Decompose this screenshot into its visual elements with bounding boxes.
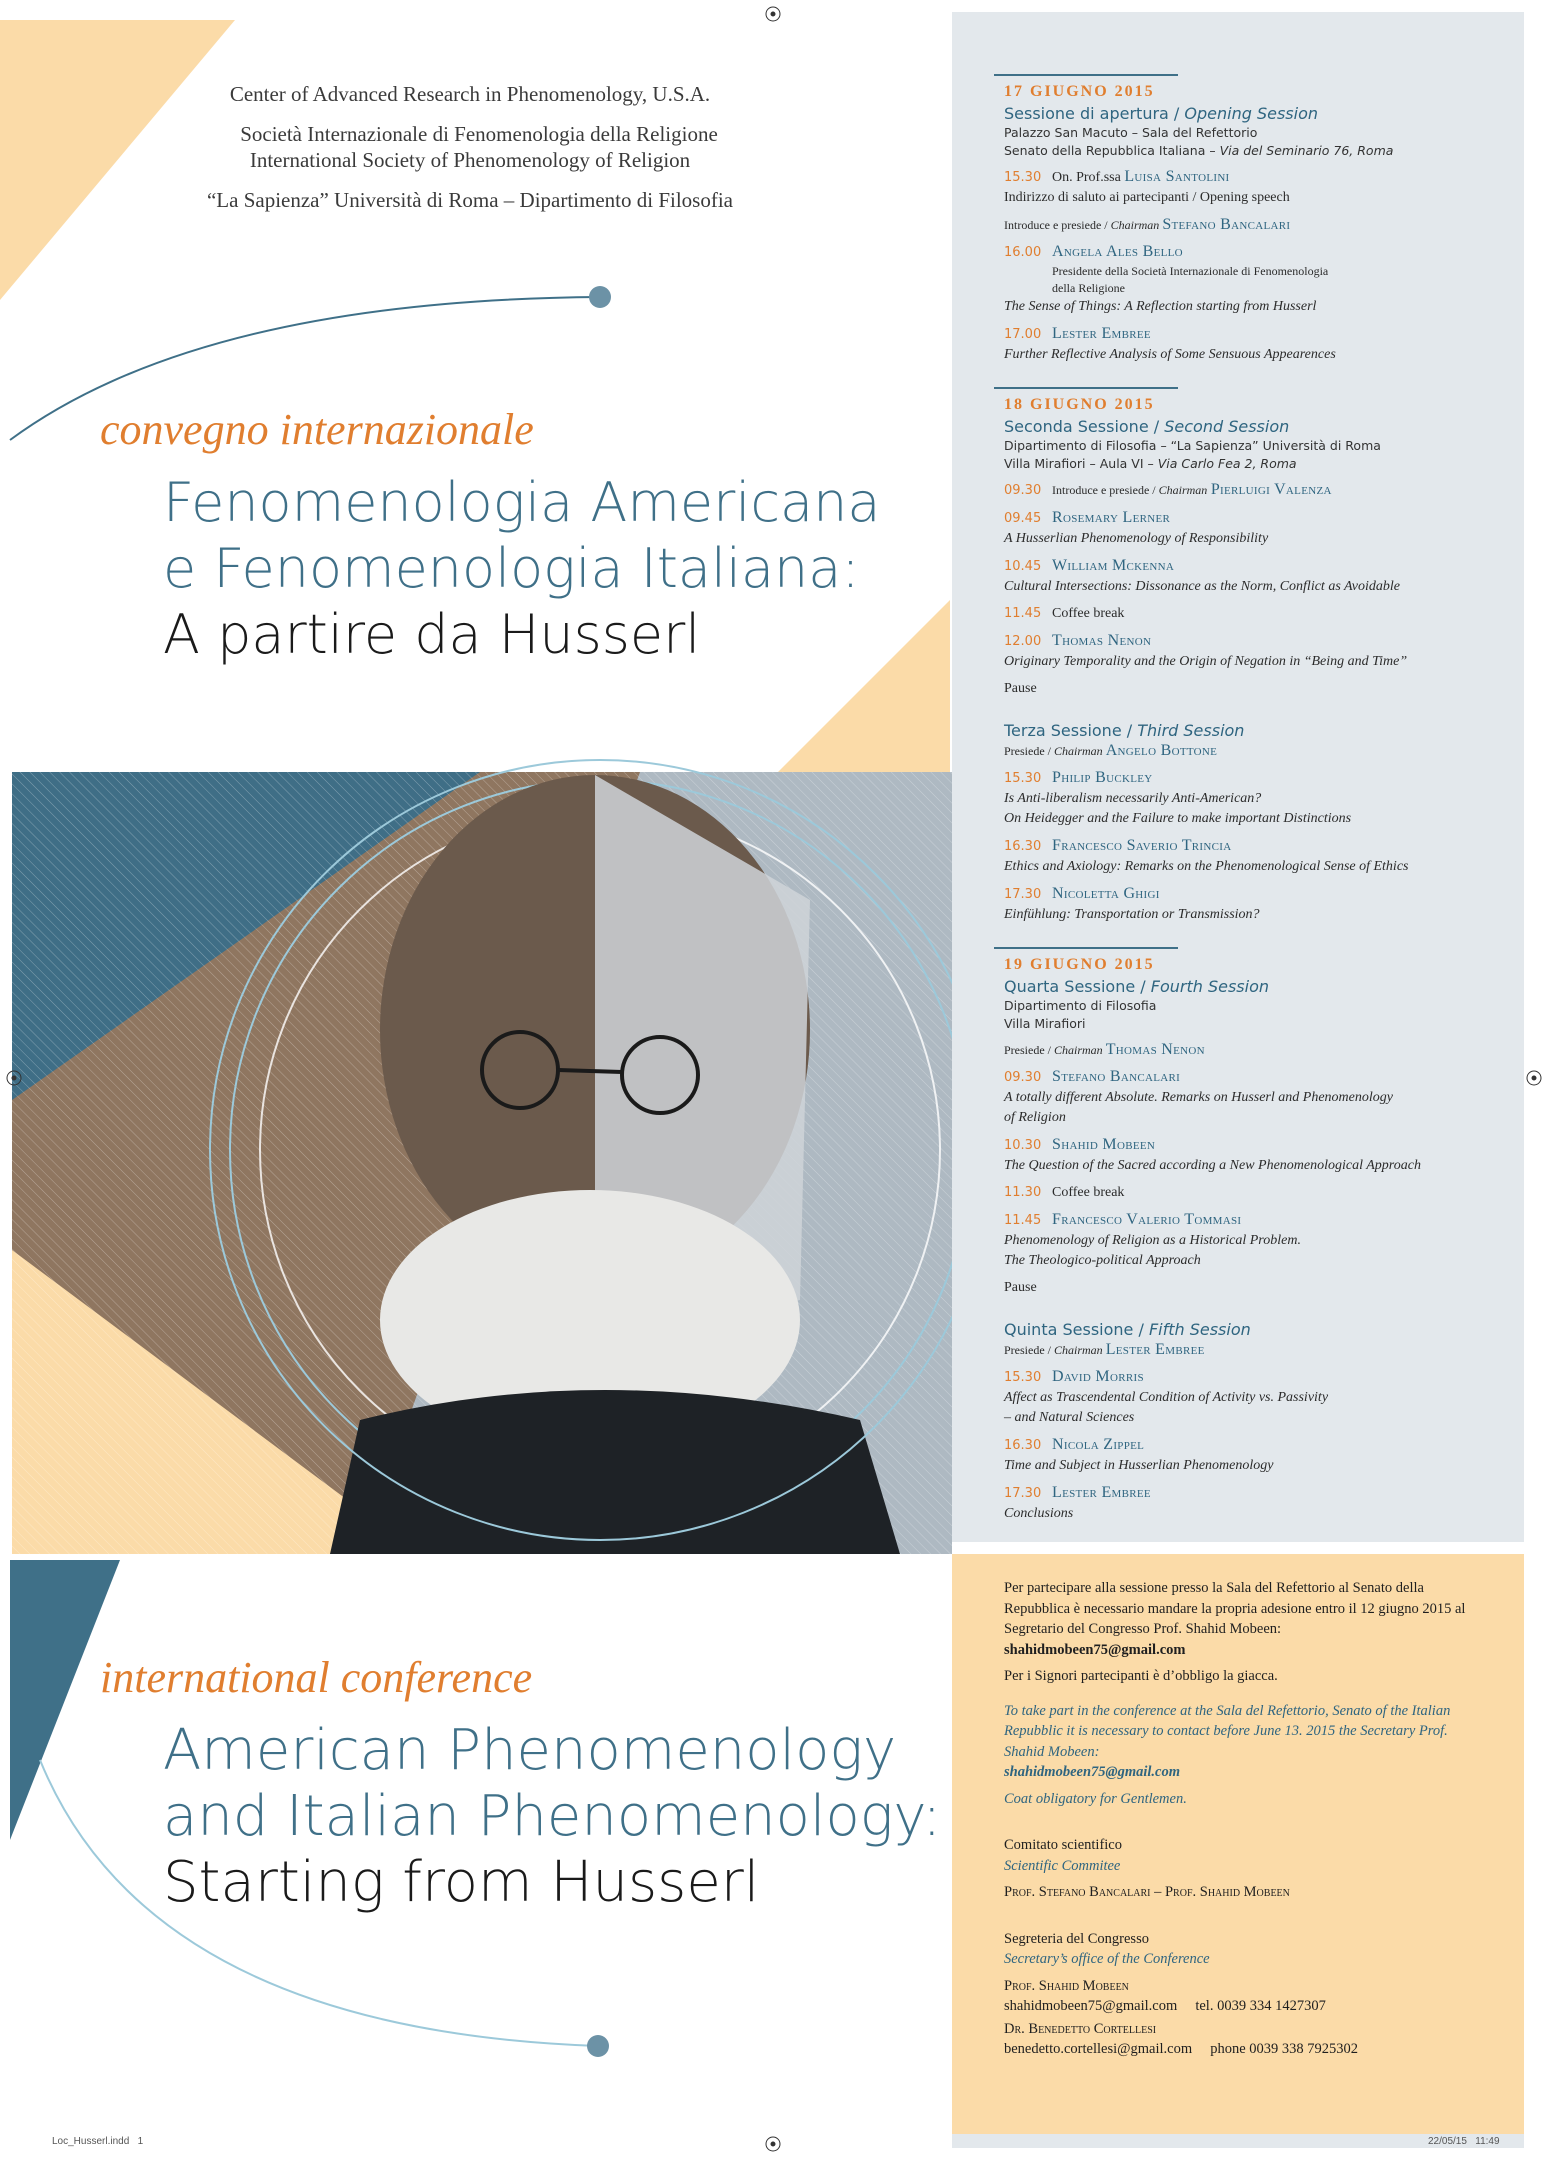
event-prefix: On. Prof.ssa — [1052, 170, 1121, 185]
chair-label: Presiede / — [1004, 744, 1054, 758]
event — [1004, 1183, 1484, 1203]
institution-carp: Center of Advanced Research in Phenomenology, U.S.A. — [229, 82, 711, 106]
session-en: Fourth Session — [1150, 977, 1269, 996]
event — [1004, 836, 1484, 857]
info-en-note: Coat obligatory for Gentlemen. — [1004, 1790, 1187, 1807]
event-time: 16.30 — [1004, 839, 1042, 854]
event-time: 10.45 — [1004, 559, 1042, 574]
event-title: Originary Temporality and the Origin of Negation in “Being and Time” — [1004, 654, 1408, 669]
event — [1004, 884, 1484, 905]
file-slug: Loc_Husserl.indd 1 — [52, 2136, 144, 2147]
chair-label-en: Chairman — [1054, 744, 1103, 758]
event-title: Time and Subject in Husserlian Phenomenology — [1004, 1458, 1274, 1473]
event — [1004, 768, 1484, 789]
session5-title — [1004, 1320, 1484, 1340]
speaker-name: Nicoletta Ghigi — [1052, 885, 1160, 902]
it-title — [163, 470, 880, 668]
speaker-name: Shahid Mobeen — [1052, 1136, 1156, 1153]
event-title: Is Anti-liberalism necessarily Anti-American? — [1004, 791, 1262, 806]
session3-title — [1004, 721, 1484, 741]
it-title-line2: e Fenomenologia Italiana: — [163, 537, 860, 600]
day2-date: 18 GIUGNO 2015 — [1004, 396, 1155, 413]
secretary-2-contact[interactable]: benedetto.cortellesi@gmail.com phone 0039 338 7925302 — [1004, 2041, 1359, 2057]
event-title: Cultural Intersections: Dissonance as the Norm, Conflict as Avoidable — [1004, 579, 1400, 594]
chair — [1004, 1340, 1484, 1360]
en-title — [163, 1718, 941, 1916]
day2-session — [1004, 417, 1484, 437]
event-time: 15.30 — [1004, 1370, 1042, 1385]
role-line: Presidente della Società Internazionale di Fenomenologia — [1052, 264, 1329, 278]
day-rule — [994, 387, 1178, 389]
event-title: Einfühlung: Transportation or Transmission? — [1004, 907, 1260, 922]
info-en-text: To take part in the conference at the Sala del Refettorio, Senato of the Italian Repubblic it is necessary to contact before June 13. 2015 the Secretary Prof. Shahid Mobeen: — [1004, 1702, 1451, 1760]
secretariat-it: Segreteria del Congresso — [1004, 1930, 1149, 1947]
speaker-name: Angela Ales Bello — [1052, 243, 1183, 260]
speaker-name: Nicola Zippel — [1052, 1436, 1145, 1453]
session-it: Quinta Sessione / — [1004, 1320, 1149, 1339]
event — [1004, 480, 1484, 501]
event-time: 15.30 — [1004, 771, 1042, 786]
en-title-line3: Starting from Husserl — [163, 1850, 760, 1915]
day3-session — [1004, 977, 1484, 997]
chair-label-en: Chairman — [1110, 218, 1160, 232]
event — [1004, 1135, 1484, 1156]
day3-date: 19 GIUGNO 2015 — [1004, 956, 1155, 973]
event-time: 17.30 — [1004, 887, 1042, 902]
session-it: Terza Sessione / — [1004, 721, 1138, 740]
event — [1004, 604, 1484, 624]
en-title-line2: and Italian Phenomenology: — [163, 1784, 942, 1849]
speaker-name: Francesco Valerio Tommasi — [1052, 1211, 1242, 1228]
chair-name: Lester Embree — [1105, 1341, 1205, 1358]
chair — [1004, 1040, 1484, 1060]
event-time: 12.00 — [1004, 634, 1042, 649]
day-rule — [994, 74, 1178, 76]
session-it: Sessione di apertura / — [1004, 104, 1185, 123]
event-time: 11.30 — [1004, 1185, 1042, 1200]
chair-label: Introduce e presiede / — [1004, 218, 1111, 232]
event — [1004, 1210, 1484, 1231]
event-time: 11.45 — [1004, 1213, 1042, 1228]
speaker-name: Rosemary Lerner — [1052, 509, 1171, 526]
day3-place1: Dipartimento di Filosofia — [1004, 998, 1157, 1013]
break-label: Coffee break — [1052, 1185, 1125, 1200]
info-it-note: Per i Signori partecipanti è d’obbligo la giacca. — [1004, 1668, 1278, 1684]
event-title: Indirizzo di saluto ai partecipanti / Opening speech — [1004, 190, 1290, 205]
event — [1004, 1483, 1484, 1504]
info-it — [1004, 1578, 1466, 1660]
speaker-name: Lester Embree — [1052, 1484, 1151, 1501]
dot-bottom — [587, 2035, 609, 2057]
place-address: Via del Seminario 76, Roma — [1219, 143, 1394, 158]
place-address: Via Carlo Fea 2, Roma — [1157, 456, 1297, 471]
event — [1004, 167, 1484, 188]
event-time: 17.30 — [1004, 1486, 1042, 1501]
speaker-name: William Mckenna — [1052, 557, 1175, 574]
chair — [1004, 215, 1484, 235]
secretary-2-name: Dr. Benedetto Cortellesi — [1004, 2020, 1157, 2037]
event — [1004, 556, 1484, 577]
speaker-name: Francesco Saverio Trincia — [1052, 837, 1232, 854]
event-time: 16.30 — [1004, 1438, 1042, 1453]
chair-label-en: Chairman — [1158, 483, 1208, 497]
event-title: Conclusions — [1004, 1506, 1074, 1521]
event — [1004, 1067, 1484, 1088]
chair-name: Stefano Bancalari — [1162, 216, 1291, 233]
speaker-role — [1004, 263, 1484, 297]
event — [1004, 631, 1484, 652]
event — [1004, 324, 1484, 345]
speaker-name: Luisa Santolini — [1124, 168, 1230, 185]
committee-names: Prof. Stefano Bancalari – Prof. Shahid Mobeen — [1004, 1884, 1290, 1900]
secretary-1-contact[interactable]: shahidmobeen75@gmail.com tel. 0039 334 1427307 — [1004, 1998, 1326, 2014]
session-en: Third Session — [1137, 721, 1245, 740]
day2-place2 — [1004, 455, 1484, 473]
institution-sifr-it: Società Internazionale di Fenomenologia della Religione — [240, 122, 718, 146]
place-text: Senato della Repubblica Italiana – — [1004, 143, 1220, 158]
event-time: 09.45 — [1004, 511, 1042, 526]
chair — [1004, 741, 1484, 761]
event-title: of Religion — [1004, 1110, 1066, 1125]
chair-name: Angelo Bottone — [1105, 742, 1218, 759]
event-time: 09.30 — [1004, 483, 1042, 498]
committee-en: Scientific Commitee — [1004, 1857, 1121, 1874]
chair-name: Thomas Nenon — [1105, 1041, 1205, 1058]
speaker-name: Lester Embree — [1052, 325, 1151, 342]
speaker-name: Philip Buckley — [1052, 769, 1153, 786]
it-kicker: convegno internazionale — [100, 405, 534, 454]
day1-place2 — [1004, 142, 1484, 160]
event-title: Phenomenology of Religion as a Historical Problem. — [1004, 1233, 1301, 1248]
event-title: – and Natural Sciences — [1004, 1410, 1135, 1425]
chair-label-en: Chairman — [1054, 1343, 1103, 1357]
event-title: The Question of the Sacred according a New Phenomenological Approach — [1004, 1158, 1421, 1173]
en-title-line1: American Phenomenology — [163, 1718, 897, 1783]
day1-date: 17 GIUGNO 2015 — [1004, 83, 1155, 100]
portrait-panel — [12, 772, 970, 1554]
event-title: A totally different Absolute. Remarks on Husserl and Phenomenology — [1004, 1090, 1393, 1105]
event — [1004, 508, 1484, 529]
info-it-email[interactable]: shahidmobeen75@gmail.com — [1004, 1641, 1186, 1658]
day1-session — [1004, 104, 1484, 124]
event-title: Ethics and Axiology: Remarks on the Phenomenological Sense of Ethics — [1004, 859, 1409, 874]
day2-place1: Dipartimento di Filosofia – “La Sapienza” Università di Roma — [1004, 438, 1381, 453]
speaker-name: Thomas Nenon — [1052, 632, 1152, 649]
institution-sifr-en: International Society of Phenomenology of Religion — [249, 148, 691, 172]
session-en: Second Session — [1164, 417, 1290, 436]
pause-label: Pause — [1004, 681, 1037, 696]
day1-place1: Palazzo San Macuto – Sala del Refettorio — [1004, 125, 1258, 140]
speaker-name: David Morris — [1052, 1368, 1144, 1385]
session-it: Seconda Sessione / — [1004, 417, 1165, 436]
chair-label-en: Chairman — [1054, 1043, 1103, 1057]
chair-label: Presiede / — [1004, 1043, 1054, 1057]
role-line: della Religione — [1052, 281, 1125, 295]
place-text: Villa Mirafiori – Aula VI – — [1004, 456, 1158, 471]
event — [1004, 242, 1484, 263]
registration-info — [1004, 1578, 1466, 2060]
event-title: The Sense of Things: A Reflection starting from Husserl — [1004, 299, 1317, 314]
institution-sapienza: “La Sapienza” Università di Roma – Dipartimento di Filosofia — [206, 188, 734, 212]
date-slug: 22/05/15 11:49 — [1428, 2136, 1500, 2147]
event-title: The Theologico-political Approach — [1004, 1253, 1201, 1268]
committee — [1004, 1835, 1466, 1903]
it-title-line1: Fenomenologia Americana — [163, 471, 881, 534]
info-it-text: Per partecipare alla sessione presso la Sala del Refettorio al Senato della Repubblica è necessario mandare la propria adesione entro il 12 giugno 2015 al Segretario del Congresso Prof. Shahid Mobeen: — [1004, 1580, 1466, 1637]
event — [1004, 1435, 1484, 1456]
event-title: On Heidegger and the Failure to make important Distinctions — [1004, 811, 1352, 826]
session-it: Quarta Sessione / — [1004, 977, 1151, 996]
program — [1004, 74, 1484, 1524]
en-kicker: international conference — [100, 1653, 533, 1702]
info-en — [1004, 1701, 1466, 1783]
secretariat-en: Secretary’s office of the Conference — [1004, 1951, 1210, 1967]
event-time: 10.30 — [1004, 1138, 1042, 1153]
event-time: 11.45 — [1004, 606, 1042, 621]
secretariat — [1004, 1929, 1466, 2060]
it-title-line3: A partire da Husserl — [163, 603, 701, 666]
day3-place2: Villa Mirafiori — [1004, 1016, 1086, 1031]
event-time: 09.30 — [1004, 1070, 1042, 1085]
session-en: Fifth Session — [1148, 1320, 1251, 1339]
event — [1004, 1367, 1484, 1388]
chair-label: Presiede / — [1004, 1343, 1054, 1357]
chair-label: Introduce e presiede / — [1052, 483, 1159, 497]
pause-label: Pause — [1004, 1280, 1037, 1295]
dot-top — [589, 286, 611, 308]
event-time: 16.00 — [1004, 245, 1042, 260]
chair-name: Pierluigi Valenza — [1210, 481, 1332, 498]
speaker-name: Stefano Bancalari — [1052, 1068, 1181, 1085]
session-en: Opening Session — [1184, 104, 1319, 123]
info-en-email[interactable]: shahidmobeen75@gmail.com — [1004, 1764, 1181, 1780]
event-time: 17.00 — [1004, 327, 1042, 342]
secretary-1-name: Prof. Shahid Mobeen — [1004, 1977, 1129, 1994]
day-rule — [994, 947, 1178, 949]
break-label: Coffee break — [1052, 606, 1125, 621]
event-title: Further Reflective Analysis of Some Sensuous Appearences — [1004, 347, 1336, 362]
event-time: 15.30 — [1004, 170, 1042, 185]
committee-it: Comitato scientifico — [1004, 1837, 1122, 1853]
event-title: Affect as Trascendental Condition of Activity vs. Passivity — [1004, 1390, 1329, 1405]
event-title: A Husserlian Phenomenology of Responsibility — [1004, 531, 1269, 546]
